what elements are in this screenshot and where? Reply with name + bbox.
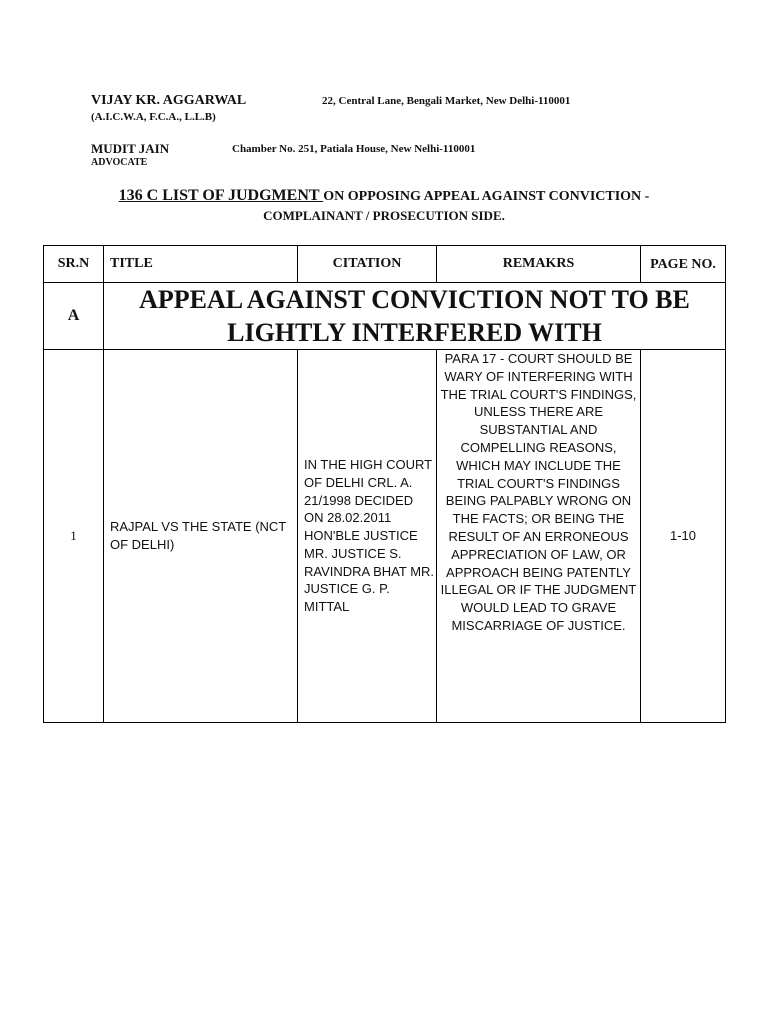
col-header-title: TITLE — [104, 246, 298, 283]
advocate-1-address: 22, Central Lane, Bengali Market, New Delhi-110001 — [322, 95, 571, 107]
col-header-page: PAGE NO. — [641, 246, 726, 283]
advocate-1-name: VIJAY KR. AGGARWAL — [91, 93, 247, 108]
section-letter: A — [44, 283, 104, 350]
row-citation: IN THE HIGH COURT OF DELHI CRL. A. 21/1998 DECIDED ON 28.02.2011 HON'BLE JUSTICE MR. JUSTICE S. RAVINDRA BHAT MR. JUSTICE G. P. MITTAL — [298, 350, 437, 723]
heading-underlined: 136 C LIST OF JUDGMENT — [118, 187, 324, 204]
row-title: RAJPAL VS THE STATE (NCT OF DELHI) — [104, 350, 298, 723]
section-title: APPEAL AGAINST CONVICTION NOT TO BE LIGHTLY INTERFERED WITH — [104, 283, 726, 350]
advocate-2-name: MUDIT JAIN — [91, 141, 170, 156]
section-row — [44, 283, 726, 350]
advocate-2-address: Chamber No. 251, Patiala House, New Nelhi-110001 — [232, 143, 476, 155]
document-heading — [0, 186, 768, 226]
advocate-1-qualifications: (A.I.C.W.A, F.C.A., L.L.B) — [91, 111, 216, 123]
heading-rest: ON OPPOSING APPEAL AGAINST CONVICTION - — [323, 189, 650, 204]
col-header-citation: CITATION — [298, 246, 437, 283]
row-page: 1-10 — [641, 350, 726, 723]
row-remarks: PARA 17 - COURT SHOULD BE WARY OF INTERFERING WITH THE TRIAL COURT'S FINDINGS, UNLESS THERE ARE SUBSTANTIAL AND COMPELLING REASONS, WHICH MAY INCLUDE THE TRIAL COURT'S FINDINGS BEING PALPABLY WRONG ON THE FACTS; OR BEING THE RESULT OF AN ERRONEOUS APPRECIATION OF LAW, OR APPROACH BEING PATENTLY ILLEGAL OR IF THE JUDGMENT WOULD LEAD TO GRAVE MISCARRIAGE OF JUSTICE. — [437, 350, 641, 723]
table-row — [44, 350, 726, 723]
judgment-table — [43, 245, 726, 723]
table-header-row — [44, 246, 726, 283]
col-header-remarks: REMAKRS — [437, 246, 641, 283]
advocate-2-role: ADVOCATE — [91, 157, 148, 168]
col-header-sr: SR.N — [44, 246, 104, 283]
heading-line-2: COMPLAINANT / PROSECUTION SIDE. — [263, 208, 505, 223]
row-sr: 1 — [44, 350, 104, 723]
